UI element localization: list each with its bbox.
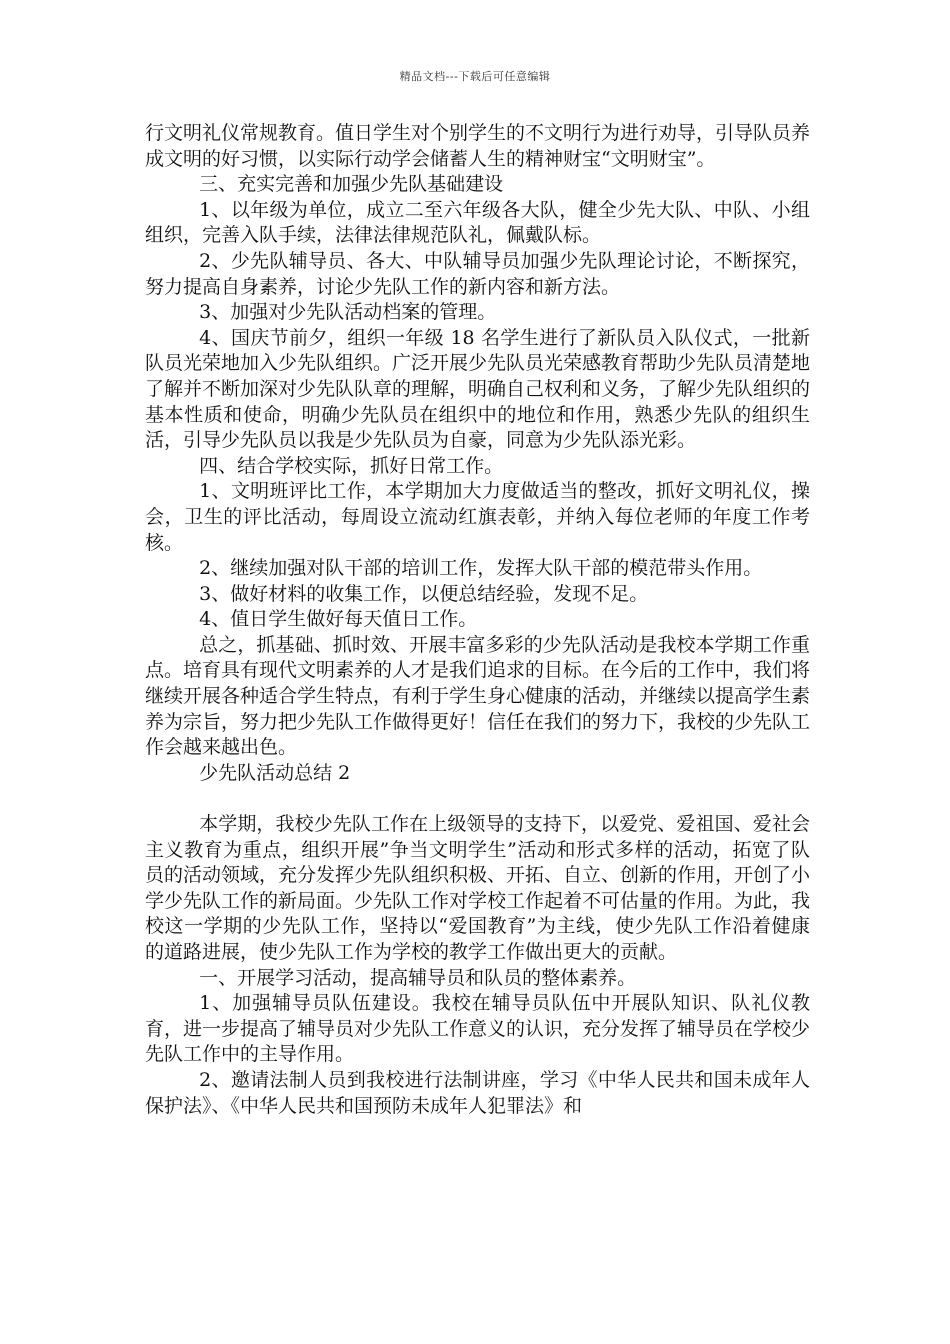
paragraph: 2、邀请法制人员到我校进行法制讲座，学习《中华人民共和国未成年人保护法》、《中华人民共和国预防未成年人犯罪法》和: [145, 1068, 810, 1117]
paragraph: 1、文明班评比工作，本学期加大力度做适当的整改，抓好文明礼仪，操会，卫生的评比活动，每周设立流动红旗表彰，并纳入每位老师的年度工作考核。: [145, 480, 810, 554]
paragraph: 1、加强辅导员队伍建设。我校在辅导员队伍中开展队知识、队礼仪教育，进一步提高了辅导员对少先队工作意义的认识，充分发挥了辅导员在学校少先队工作中的主导作用。: [145, 992, 811, 1066]
document-subtitle: 少先队活动总结 2: [199, 761, 351, 784]
blank-line: [145, 786, 810, 812]
paragraph: 2、少先队辅导员、各大、中队辅导员加强少先队理论讨论，不断探究，努力提高自身素养，讨论少先队工作的新内容和新方法。: [145, 249, 810, 298]
page-header: 精品文档---下载后可任意编辑: [399, 70, 551, 83]
paragraph: 4、值日学生做好每天值日工作。: [199, 608, 478, 631]
section-heading-1: 一、开展学习活动，提高辅导员和队员的整体素养。: [199, 966, 637, 989]
document-body: [145, 121, 810, 1119]
paragraph-summary: 总之，抓基础、抓时效、开展丰富多彩的少先队活动是我校本学期工作重点。培育具有现代文明素养的人才是我们追求的目标。在今后的工作中，我们将继续开展各种适合学生特点，有利于学生身心健康的活动，并继续以提高学生素养为宗旨，努力把少先队工作做得更好！信任在我们的努力下，我校的少先队工作会越来越出色。: [145, 633, 811, 759]
paragraph: 3、加强对少先队活动档案的管理。: [199, 301, 497, 324]
section-heading-4: 四、结合学校实际，抓好日常工作。: [199, 454, 504, 477]
paragraph-continuation: 行文明礼仪常规教育。值日学生对个别学生的不文明行为进行劝导，引导队员养成文明的好习惯，以实际行动学会储蓄人生的精神财宝“文明财宝”。: [145, 122, 811, 170]
paragraph: 1、以年级为单位，成立二至六年级各大队，健全少先大队、中队、小组组织，完善入队手续，法律法律规范队礼，佩戴队标。: [145, 198, 810, 247]
paragraph-intro: 本学期，我校少先队工作在上级领导的支持下，以爱党、爱祖国、爱社会主义教育为重点，组织开展”争当文明学生”活动和形式多样的活动，拓宽了队员的活动领域，充分发挥少先队组织积极、开拓、自立、创新的作用，开创了小学少先队工作的新局面。少先队工作对学校工作起着不可估量的作用。为此，我校这一学期的少先队工作，坚持以“爱国教育”为主线，使少先队工作沿着健康的道路进展，使少先队工作为学校的教学工作做出更大的贡献。: [145, 813, 811, 963]
paragraph: 2、继续加强对队干部的培训工作，发挥大队干部的模范带头作用。: [199, 557, 763, 580]
paragraph: 4、国庆节前夕，组织一年级 18 名学生进行了新队员入队仪式，一批新队员光荣地加入少先队组织。广泛开展少先队员光荣感教育帮助少先队员清楚地了解并不断加深对少先队队章的理解，明确自己权利和义务，了解少先队组织的基本性质和使命，明确少先队员在组织中的地位和作用，熟悉少先队的组织生活，引导少先队员以我是少先队员为自豪，同意为少先队添光彩。: [145, 326, 811, 452]
section-heading-3: 三、充实完善和加强少先队基础建设: [199, 173, 504, 196]
paragraph: 3、做好材料的收集工作，以便总结经验，发现不足。: [199, 582, 649, 605]
